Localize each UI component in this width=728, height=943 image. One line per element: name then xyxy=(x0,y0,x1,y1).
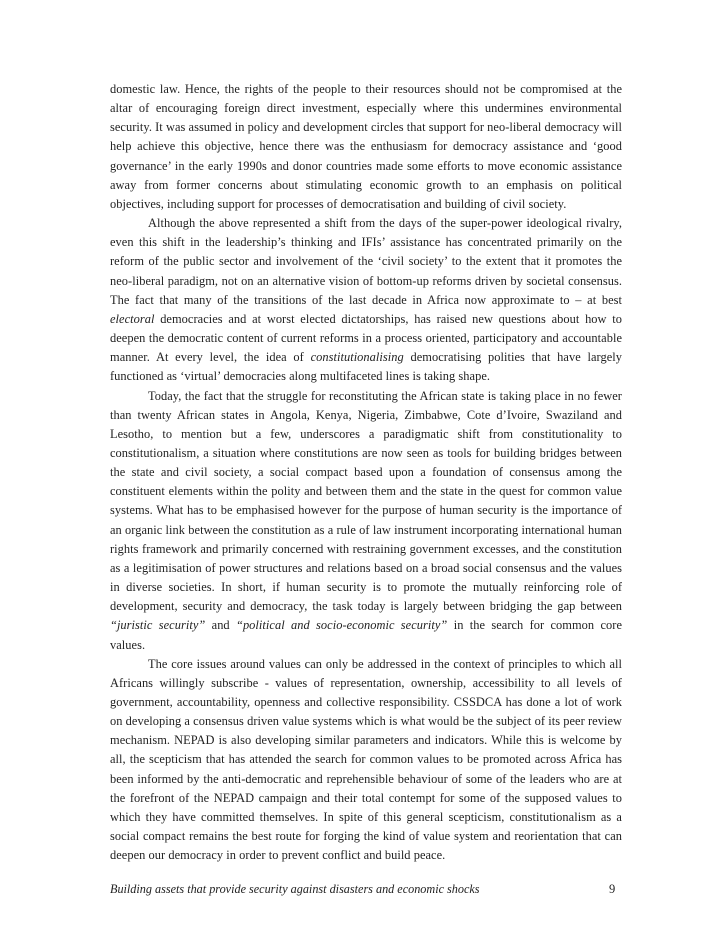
section-heading: Building assets that provide security against disasters and economic shocks xyxy=(110,882,480,897)
document-page xyxy=(110,80,622,899)
paragraph-today xyxy=(110,387,622,655)
paragraph-text: democratising polities that have largely functioned as ‘virtual’ democracies along multifaceted lines is taking shape. xyxy=(110,350,622,384)
paragraph-core-issues xyxy=(110,655,622,866)
paragraph-text: democracies and at worst elected dictatorships, has raised new questions about how to deepen the democratic content of current reforms in a process oriented, participatory and accountable manner. At every level, the idea of xyxy=(110,311,622,365)
emphasis-constitutionalising: constitutionalising xyxy=(310,350,404,365)
emphasis-juristic-security: “juristic security” xyxy=(110,618,206,633)
paragraph-text: and xyxy=(205,618,236,633)
emphasis-political-security: “political and socio-economic security” xyxy=(236,618,448,633)
paragraph-text: The core issues around values can only be addressed in the context of principles to which all Africans willingly subscribe - values of representation, ownership, accessibility to all levels of government, accountability, openness and collective responsibility. CSSDCA has done a lot of work on developing a consensus driven value systems which is what would be the subject of its peer review mechanism. NEPAD is also developing similar parameters and indicators. While this is welcome by all, the scepticism that has attended the search for common values to be promoted across Africa has been informed by the anti-democratic and reprehensible behaviour of some of the leaders who are at the forefront of the NEPAD campaign and their total contempt for some of the supposed values to which they have committed themselves. In spite of this general scepticism, constitutionalism as a social compact remains the best route for forging the kind of value system and reorientation that can deepen our democracy in order to prevent conflict and build peace. xyxy=(110,656,622,863)
paragraph-text: Although the above represented a shift from the days of the super-power ideological rivalry, even this shift in the leadership’s thinking and IFIs’ assistance has concentrated primarily on the reform of the public sector and involvement of the ‘civil society’ to the extent that it promotes the neo-liberal paradigm, not on an alternative vision of bottom-up reforms driven by societal consensus. The fact that many of the transitions of the last decade in Africa now approximate to – at best xyxy=(110,216,622,307)
paragraph-text: domestic law. Hence, the rights of the people to their resources should not be compromised at the altar of encouraging foreign direct investment, especially where this undermines environmental security. It was assumed in policy and development circles that support for neo-liberal democracy will help achieve this objective, hence there was the enthusiasm for democracy assistance and ‘good governance’ in the early 1990s and donor countries made some efforts to move economic assistance away from former concerns about stimulating economic growth to an emphasis on political objectives, including support for processes of democratisation and building of civil society. xyxy=(110,82,622,211)
paragraph-domestic-law xyxy=(110,80,622,214)
paragraph-text: Today, the fact that the struggle for reconstituting the African state is taking place in no fewer than twenty African states in Angola, Kenya, Nigeria, Zimbabwe, Cote d’Ivoire, Swaziland and Lesotho, to mention but a few, underscores a paradigmatic shift from constitutionality to constitutionalism, a situation where constitutions are now seen as tools for building bridges between the state and civil society, a social compact based upon a foundation of consensus among the constituent elements within the polity and between them and the state in the quest for common value systems. What has to be emphasised however for the purpose of human security is the importance of an organic link between the constitution as a rule of law instrument incorporating international human rights framework and primarily concerned with restraining government excesses, and the constitution as a legitimisation of power structures and relations based on a broad social consensus and the values in diverse societies. In short, if human security is to promote the mutually reinforcing role of development, security and democracy, the task today is largely between bridging the gap between xyxy=(110,388,622,614)
emphasis-electoral: electoral xyxy=(110,311,155,326)
paragraph-shift xyxy=(110,214,622,386)
page-number: 9 xyxy=(609,882,616,896)
paragraph-text: in the search for common core values. xyxy=(110,618,622,652)
